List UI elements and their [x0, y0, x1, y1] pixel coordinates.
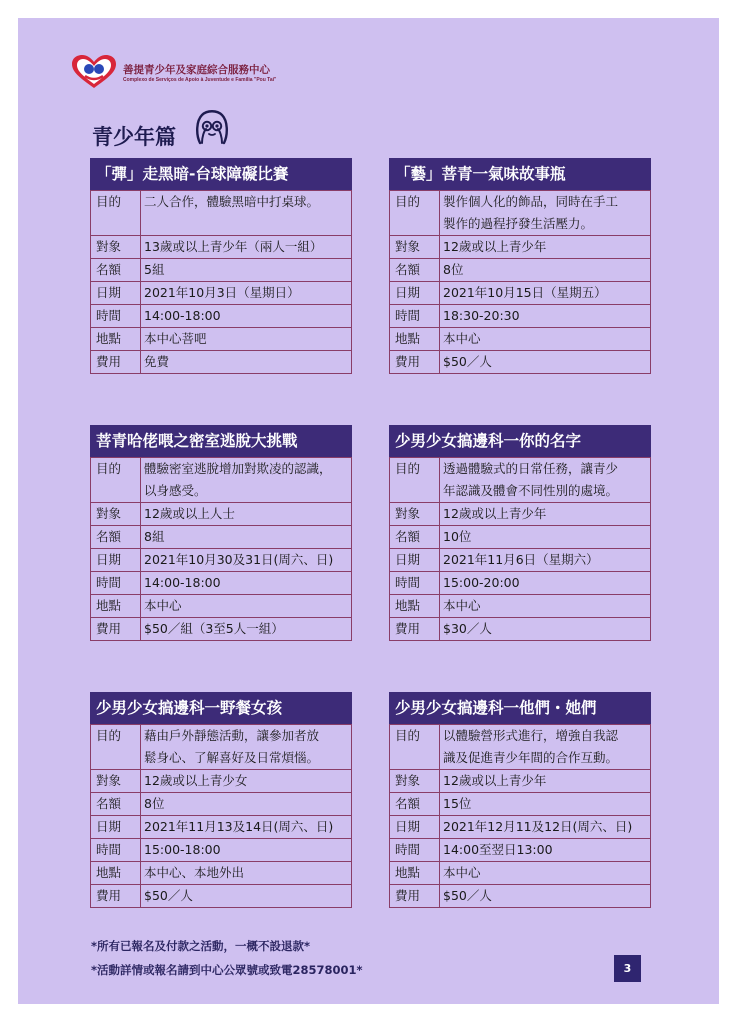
detail-value-line: 識及促進青少年間的合作互動。	[443, 750, 619, 765]
activity-details-table	[90, 190, 352, 374]
detail-value-line: 8位	[443, 262, 464, 277]
detail-key: 費用	[390, 618, 440, 641]
heart-logo-icon	[70, 54, 118, 90]
detail-value	[141, 618, 352, 641]
detail-key: 目的	[91, 725, 141, 770]
detail-row	[390, 191, 651, 236]
detail-row	[390, 282, 651, 305]
detail-value	[440, 259, 651, 282]
detail-value-line: 8組	[144, 529, 165, 544]
mascot-icon	[192, 107, 232, 147]
detail-value-line: 2021年11月13及14日(周六、日)	[144, 819, 334, 834]
detail-value-line: 本中心	[443, 865, 481, 880]
detail-value-line: 以身感受。	[144, 483, 207, 498]
detail-key: 時間	[390, 572, 440, 595]
detail-value-line: 8位	[144, 796, 165, 811]
detail-value-line: 透過體驗式的日常任務，讓青少	[443, 461, 619, 476]
detail-key: 日期	[390, 816, 440, 839]
detail-row	[91, 770, 352, 793]
activity-details-table	[90, 457, 352, 641]
detail-row	[390, 839, 651, 862]
detail-value	[440, 816, 651, 839]
detail-row	[390, 885, 651, 908]
detail-value	[141, 862, 352, 885]
detail-row	[390, 305, 651, 328]
detail-value	[141, 885, 352, 908]
detail-key: 日期	[91, 282, 141, 305]
detail-value-line: 本中心	[443, 598, 481, 613]
activity-title: 「彈」走黑暗-台球障礙比賽	[90, 158, 352, 190]
detail-key: 名額	[390, 793, 440, 816]
detail-key: 費用	[91, 618, 141, 641]
detail-row	[390, 503, 651, 526]
detail-key: 日期	[91, 549, 141, 572]
detail-row	[390, 595, 651, 618]
detail-key: 地點	[390, 862, 440, 885]
detail-key: 對象	[91, 503, 141, 526]
detail-value-line: $50／人	[443, 354, 492, 369]
detail-row	[91, 236, 352, 259]
detail-value	[141, 191, 352, 236]
detail-key: 目的	[390, 191, 440, 236]
detail-value	[141, 839, 352, 862]
detail-value-line: $50／組（3至5人一組）	[144, 621, 284, 636]
detail-value-line: 15位	[443, 796, 472, 811]
detail-key: 目的	[390, 458, 440, 503]
detail-value-line: $50／人	[443, 888, 492, 903]
detail-value-line: 2021年10月3日（星期日）	[144, 285, 300, 300]
detail-value-line: 14:00至翌日13:00	[443, 842, 553, 857]
activity-title: 菩青哈佬喂之密室逃脫大挑戰	[90, 425, 352, 457]
detail-key: 費用	[390, 351, 440, 374]
detail-value-line: 5組	[144, 262, 165, 277]
detail-value	[440, 862, 651, 885]
detail-row	[91, 305, 352, 328]
detail-value	[440, 236, 651, 259]
detail-key: 名額	[390, 259, 440, 282]
detail-row	[390, 618, 651, 641]
activity-title: 少男少女搞邊科一他們・她們	[389, 692, 651, 724]
detail-row	[91, 549, 352, 572]
detail-row	[91, 862, 352, 885]
detail-value	[440, 526, 651, 549]
detail-value-line: 本中心菩吧	[144, 331, 207, 346]
activity-details-table	[389, 724, 651, 908]
detail-value	[440, 572, 651, 595]
detail-row	[390, 259, 651, 282]
activity-title: 少男少女搞邊科一野餐女孩	[90, 692, 352, 724]
detail-value	[440, 725, 651, 770]
detail-value-line: 14:00-18:00	[144, 575, 221, 590]
detail-value	[141, 503, 352, 526]
detail-row	[390, 725, 651, 770]
detail-row	[91, 328, 352, 351]
activity-card	[389, 425, 651, 641]
detail-value-line: 藉由戶外靜態活動，讓參加者放	[144, 728, 320, 743]
section-title: 青少年篇	[92, 125, 176, 149]
activity-details-table	[389, 457, 651, 641]
detail-value	[440, 885, 651, 908]
detail-key: 對象	[390, 503, 440, 526]
detail-row	[91, 282, 352, 305]
detail-key: 對象	[91, 236, 141, 259]
detail-value	[141, 793, 352, 816]
detail-key: 目的	[91, 191, 141, 236]
activity-card	[90, 692, 352, 908]
detail-value	[440, 595, 651, 618]
detail-row	[91, 725, 352, 770]
detail-row	[91, 259, 352, 282]
detail-value	[141, 816, 352, 839]
detail-key: 時間	[91, 839, 141, 862]
detail-value	[141, 526, 352, 549]
detail-value	[440, 770, 651, 793]
detail-key: 地點	[91, 328, 141, 351]
detail-key: 費用	[390, 885, 440, 908]
detail-key: 時間	[390, 839, 440, 862]
detail-value	[141, 282, 352, 305]
activity-title: 少男少女搞邊科一你的名字	[389, 425, 651, 457]
activity-card	[389, 158, 651, 374]
detail-value	[440, 328, 651, 351]
detail-key: 名額	[390, 526, 440, 549]
detail-value	[440, 458, 651, 503]
detail-row	[91, 816, 352, 839]
detail-value-line: 本中心	[144, 598, 182, 613]
detail-key: 對象	[91, 770, 141, 793]
detail-value-line: 2021年12月11及12日(周六、日)	[443, 819, 633, 834]
detail-value	[141, 595, 352, 618]
detail-key: 名額	[91, 793, 141, 816]
detail-value	[440, 793, 651, 816]
detail-value-line: 15:00-18:00	[144, 842, 221, 857]
detail-value-line: 本中心	[443, 331, 481, 346]
detail-row	[390, 770, 651, 793]
detail-row	[390, 793, 651, 816]
detail-value	[141, 236, 352, 259]
activity-title: 「藝」菩青一氣味故事瓶	[389, 158, 651, 190]
detail-value-line: 12歲或以上青少年	[443, 506, 547, 521]
detail-row	[91, 793, 352, 816]
detail-value	[141, 770, 352, 793]
detail-key: 日期	[390, 282, 440, 305]
detail-value	[141, 328, 352, 351]
detail-row	[91, 351, 352, 374]
detail-key: 時間	[390, 305, 440, 328]
detail-value	[440, 839, 651, 862]
detail-value-line: 年認識及體會不同性別的處境。	[443, 483, 619, 498]
detail-key: 時間	[91, 572, 141, 595]
detail-row	[390, 351, 651, 374]
detail-key: 名額	[91, 526, 141, 549]
detail-value-line: 體驗密室逃脫增加對欺凌的認識，	[144, 461, 332, 476]
detail-value-line: 14:00-18:00	[144, 308, 221, 323]
detail-row	[91, 191, 352, 236]
detail-value	[440, 503, 651, 526]
detail-value-line: 10位	[443, 529, 472, 544]
detail-row	[390, 526, 651, 549]
detail-value	[141, 549, 352, 572]
detail-value-line: 15:00-20:00	[443, 575, 520, 590]
detail-value	[440, 618, 651, 641]
detail-row	[91, 839, 352, 862]
detail-value-line: $50／人	[144, 888, 193, 903]
detail-value	[440, 305, 651, 328]
detail-value-line: 鬆身心、了解喜好及日常煩惱。	[144, 750, 320, 765]
detail-value-line: 12歲或以上青少年	[443, 773, 547, 788]
detail-value-line: $30／人	[443, 621, 492, 636]
detail-value	[141, 458, 352, 503]
org-name-portuguese: Complexo de Serviços de Apoio à Juventude e Família "Pou Tai"	[123, 77, 277, 83]
detail-row	[91, 618, 352, 641]
detail-key: 目的	[390, 725, 440, 770]
detail-value-line	[144, 213, 347, 235]
detail-value	[440, 549, 651, 572]
detail-value-line: 二人合作，體驗黑暗中打桌球。	[144, 194, 320, 209]
detail-row	[390, 572, 651, 595]
activity-card	[90, 158, 352, 374]
detail-value	[440, 351, 651, 374]
detail-key: 日期	[390, 549, 440, 572]
detail-row	[390, 549, 651, 572]
detail-value-line: 本中心、本地外出	[144, 865, 245, 880]
detail-key: 對象	[390, 770, 440, 793]
detail-row	[91, 458, 352, 503]
detail-row	[390, 328, 651, 351]
contact-note: *活動詳情或報名請到中心公眾號或致電28578001*	[91, 963, 363, 977]
org-name-chinese: 善提青少年及家庭綜合服務中心	[123, 64, 270, 76]
detail-value-line: 12歲或以上人士	[144, 506, 235, 521]
detail-key: 對象	[390, 236, 440, 259]
detail-value	[141, 725, 352, 770]
detail-key: 地點	[390, 328, 440, 351]
detail-value	[141, 572, 352, 595]
detail-value-line: 以體驗營形式進行，增強自我認	[443, 728, 619, 743]
activity-card	[389, 692, 651, 908]
activity-card	[90, 425, 352, 641]
detail-row	[91, 595, 352, 618]
detail-key: 時間	[91, 305, 141, 328]
detail-value-line: 12歲或以上青少女	[144, 773, 248, 788]
detail-key: 費用	[91, 351, 141, 374]
detail-row	[390, 236, 651, 259]
detail-key: 目的	[91, 458, 141, 503]
detail-value-line: 製作個人化的飾品，同時在手工	[443, 194, 619, 209]
detail-value	[141, 351, 352, 374]
detail-key: 名額	[91, 259, 141, 282]
detail-key: 地點	[91, 595, 141, 618]
refund-note: *所有已報名及付款之活動，一概不設退款*	[91, 939, 311, 953]
detail-value-line: 製作的過程抒發生活壓力。	[443, 216, 594, 231]
detail-value-line: 2021年10月30及31日(周六、日)	[144, 552, 334, 567]
detail-row	[390, 816, 651, 839]
detail-value-line: 12歲或以上青少年	[443, 239, 547, 254]
detail-key: 費用	[91, 885, 141, 908]
detail-value-line: 2021年10月15日（星期五）	[443, 285, 607, 300]
detail-value	[141, 259, 352, 282]
page-number-badge: 3	[614, 955, 641, 982]
detail-value	[440, 282, 651, 305]
detail-value-line: 免費	[144, 354, 170, 369]
detail-value	[440, 191, 651, 236]
detail-value-line: 18:30-20:30	[443, 308, 520, 323]
detail-row	[91, 572, 352, 595]
detail-row	[390, 458, 651, 503]
detail-row	[91, 526, 352, 549]
detail-value-line: 2021年11月6日（星期六）	[443, 552, 599, 567]
detail-value	[141, 305, 352, 328]
detail-key: 地點	[390, 595, 440, 618]
activity-details-table	[389, 190, 651, 374]
detail-value-line: 13歲或以上青少年（兩人一組）	[144, 239, 323, 254]
detail-key: 地點	[91, 862, 141, 885]
activity-details-table	[90, 724, 352, 908]
detail-row	[91, 503, 352, 526]
detail-row	[91, 885, 352, 908]
detail-key: 日期	[91, 816, 141, 839]
detail-row	[390, 862, 651, 885]
